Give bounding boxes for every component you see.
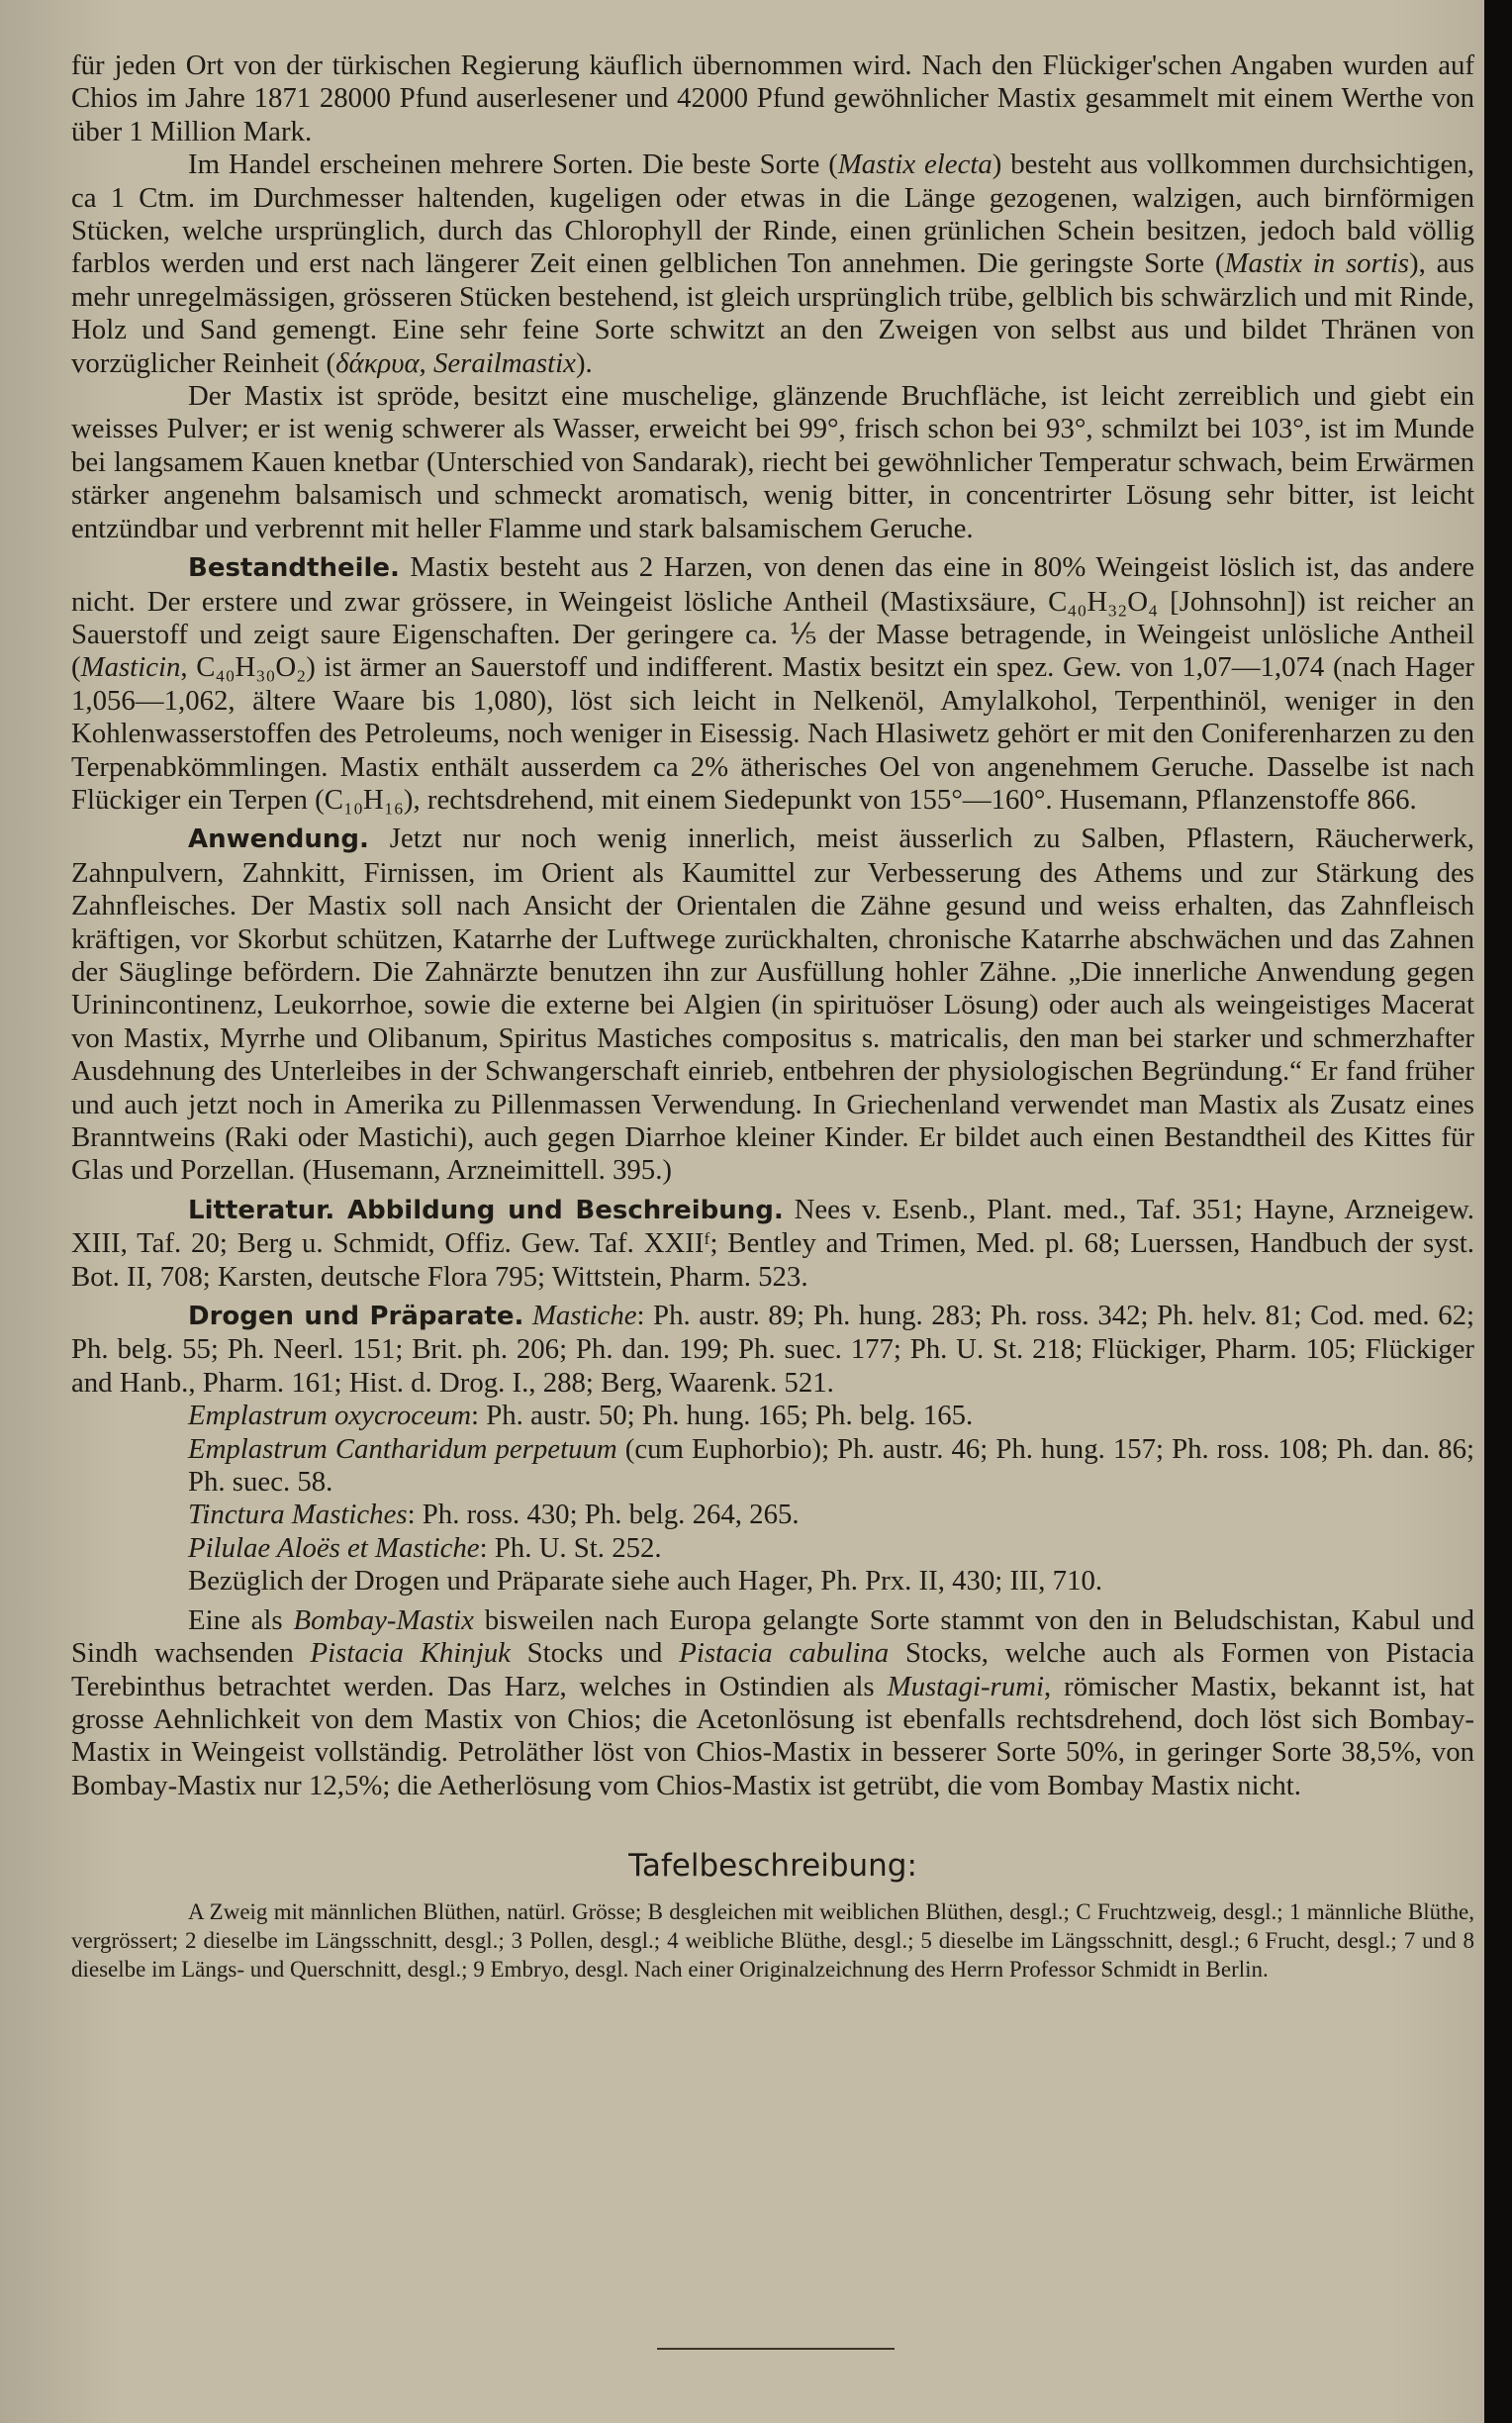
drogen-entry-cantharidum: Emplastrum Cantharidum perpetuum (cum Euphorbio); Ph. austr. 46; Ph. hung. 157; Ph. ross. 108; Ph. dan. 86; Ph. suec. 58. [188,1432,1474,1499]
paragraph-sorten: Im Handel erscheinen mehrere Sorten. Die beste Sorte (Mastix electa) besteht aus vollkommen durchsichtigen, ca 1 Ctm. im Durchmesser haltenden, kugeligen oder etwas in die Länge gezogenen, walzigen, auch birnförmigen Stücken, welche ursprünglich, durch das Chlorophyll der Rinde, einen grünlichen Schein besitzen, jedoch bald völlig farblos werden und erst nach längerer Zeit einen gelblichen Ton annehmen. Die geringste Sorte (Mastix in sortis), aus mehr unregelmässigen, grösseren Stücken bestehend, ist gleich ursprünglich trübe, gelblich bis schwärzlich und mit Rinde, Holz und Sand gemengt. Eine sehr feine Sorte schwitzt an den Zweigen von selbst aus und bildet Thränen von vorzüglicher Reinheit (δάκρυα, Serailmastix). [71,148,1474,379]
drogen-entry-tinctura: Tinctura Mastiches: Ph. ross. 430; Ph. belg. 264, 265. [188,1499,800,1531]
tafel-heading: Tafelbeschreibung: [628,1848,917,1885]
scan-edge [1484,0,1512,2423]
section-bestandtheile: Bestandtheile. Mastix besteht aus 2 Harzen, von denen das eine in 80% Weingeist löslich ist, das andere nicht. Der erstere und zwar grössere, in Weingeist lösliche Antheil (Mastixsäure, C₄₀H₃₂O₄ [Johnsohn]) ist reicher an Sauerstoff und zeigt saure Eigenschaften. Der geringere ca. ⅕ der Masse betragende, in Weingeist unlösliche Antheil (Masticin, C₄₀H₃₀O₂) ist ärmer an Sauerstoff und indifferent. Mastix besitzt ein spez. Gew. von 1,07—1,074 (nach Hager 1,056—1,062, ältere Waare bis 1,080), löst sich leicht in Nelkenöl, Amylalkohol, Terpenthinöl, weniger in den Kohlenwasserstoffen des Petroleums, noch weniger in Eisessig. Nach Hlasiwetz gehört er mit den Coniferenharzen zu den Terpenabkömmlingen. Mastix enthält ausserdem ca 2% ätherisches Oel von angenehmem Geruche. Dasselbe ist nach Flückiger ein Terpen (C₁₀H₁₆), rechtsdrehend, mit einem Siedepunkt von 155°—160°. Husemann, Pflanzenstoffe 866. [71,551,1474,816]
heading-bestandtheile: Bestandtheile. [188,553,400,584]
term-masticin: Masticin [80,651,181,684]
drogen-entry-oxycroceum: Emplastrum oxycroceum: Ph. austr. 50; Ph. hung. 165; Ph. belg. 165. [188,1400,974,1432]
tafel-description: A Zweig mit männlichen Blüthen, natürl. Grösse; B desgleichen mit weiblichen Blüthen, desgl.; C Fruchtzweig, desgl.; 1 männliche Blüthe, vergrössert; 2 dieselbe im Längsschnitt, desgl.; 3 Pollen, desgl.; 4 weibliche Blüthe, desgl.; 5 dieselbe im Längsschnitt, desgl.; 6 Frucht, desgl.; 7 und 8 dieselbe im Längs- und Querschnitt, desgl.; 9 Embryo, desgl. Nach einer Originalzeichnung des Herrn Professor Schmidt in Berlin. [71,1899,1474,1983]
closing-rule [657,2348,895,2350]
term-serailmastix: δάκρυα, Serailmastix [335,346,576,379]
heading-litteratur: Litteratur. Abbildung und Beschreibung. [188,1195,784,1225]
drogen-entry-hager: Bezüglich der Drogen und Präparate siehe auch Hager, Ph. Prx. II, 430; III, 710. [188,1565,1103,1598]
page-body [71,49,1474,1984]
term-mastix-in-sortis: Mastix in sortis [1224,247,1409,280]
section-litteratur: Litteratur. Abbildung und Beschreibung. Nees v. Esenb., Plant. med., Taf. 351; Hayne, Arzneigew. XIII, Taf. 20; Berg u. Schmidt, Offiz. Gew. Taf. XXIIᶠ; Bentley and Trimen, Med. pl. 68; Luerssen, Handbuch der syst. Bot. II, 708; Karsten, deutsche Flora 795; Wittstein, Pharm. 523. [71,1193,1474,1293]
term-mastix-electa: Mastix electa [837,148,992,181]
drogen-entry-pilulae: Pilulae Aloës et Mastiche: Ph. U. St. 252. [188,1531,662,1564]
paragraph-bombay-mastix: Eine als Bombay-Mastix bisweilen nach Europa gelangte Sorte stammt von den in Beludschistan, Kabul und Sindh wachsenden Pistacia Khinjuk Stocks und Pistacia cabulina Stocks, welche auch als Formen von Pistacia Terebinthus betrachtet werden. Das Harz, welches in Ostindien als Mustagi-rumi, römischer Mastix, bekannt ist, hat grosse Aehnlichkeit von dem Mastix von Chios; die Acetonlösung ist ebenfalls rechtsdrehend, doch löst sich Bombay-Mastix in Weingeist vollständig. Petroläther löst von Chios-Mastix in besserer Sorte 50%, in geringer Sorte 38,5%, von Bombay-Mastix nur 12,5%; die Aetherlösung vom Chios-Mastix ist getrübt, die vom Bombay Mastix nicht. [71,1603,1474,1801]
heading-anwendung: Anwendung. [188,824,369,855]
term-pistacia-khinjuk: Pistacia Khinjuk [310,1637,511,1670]
term-mastiche: Mastiche [531,1300,637,1332]
term-pistacia-cabulina: Pistacia cabulina [679,1637,890,1670]
term-bombay-mastix: Bombay-Mastix [293,1603,474,1636]
term-mustagi-rumi: Mustagi-rumi [887,1670,1044,1702]
paragraph-chios-harvest: für jeden Ort von der türkischen Regierung käuflich übernommen wird. Nach den Flückiger'schen Angaben wurden auf Chios im Jahre 1871 28000 Pfund auserlesener und 42000 Pfund gewöhnlicher Mastix gesammelt mit einem Werthe von über 1 Million Mark. [71,49,1474,147]
heading-drogen: Drogen und Präparate. [188,1302,524,1332]
section-drogen: Drogen und Präparate. Mastiche: Ph. austr. 89; Ph. hung. 283; Ph. ross. 342; Ph. helv. 81; Cod. med. 62; Ph. belg. 55; Ph. Neerl. 151; Brit. ph. 206; Ph. dan. 199; Ph. suec. 177; Ph. U. St. 218; Flückiger, Pharm. 105; Flückiger and Hanb., Pharm. 161; Hist. d. Drog. I., 288; Berg, Waarenk. 521. [71,1300,1474,1399]
paragraph-eigenschaften: Der Mastix ist spröde, besitzt eine muschelige, glänzende Bruchfläche, ist leicht zerreiblich und giebt ein weisses Pulver; er ist wenig schwerer als Wasser, erweicht bei 99°, frisch schon bei 93°, schmilzt bei 103°, ist im Munde bei langsamem Kauen knetbar (Unterschied von Sandarak), riecht bei gewöhnlicher Temperatur schwach, beim Erwärmen stärker angenehm balsamisch und schmeckt aromatisch, wenig bitter, in concentrirter Lösung sehr bitter, ist leicht entzündbar und verbrennt mit heller Flamme und stark balsamischem Geruche. [71,380,1474,544]
section-anwendung: Anwendung. Jetzt nur noch wenig innerlich, meist äusserlich zu Salben, Pflastern, Räucherwerk, Zahnpulvern, Zahnkitt, Firnissen, im Orient als Kaumittel zur Verbesserung des Athems und zur Stärkung des Zahnfleisches. Der Mastix soll nach Ansicht der Orientalen die Zähne gesund und weiss erhalten, das Zahnfleisch kräftigen, vor Skorbut schützen, Katarrhe der Luftwege zurückhalten, chronische Katarrhe abschwächen und das Zahnen der Säuglinge befördern. Die Zahnärzte benutzen ihn zur Ausfüllung hohler Zähne. „Die innerliche Anwendung gegen Urinincontinenz, Leukorrhoe, sowie die externe bei Algien (in spirituöser Lösung) oder auch als weingeistiges Macerat von Mastix, Myrrhe und Olibanum, Spiritus Mastiches compositus s. matricalis, den man bei starker und schmerzhafter Ausdehnung des Unterleibes in der Schwangerschaft einrieb, entbehren der physiologischen Begründung.“ Er fand früher und auch jetzt noch in Amerika zu Pillenmassen Verwendung. In Griechenland verwendet man Mastix als Zusatz eines Branntweins (Raki oder Mastichi), auch gegen Diarrhoe kleiner Kinder. Er bildet auch einen Bestandtheil des Kittes für Glas und Porzellan. (Husemann, Arzneimittell. 395.) [71,823,1474,1187]
